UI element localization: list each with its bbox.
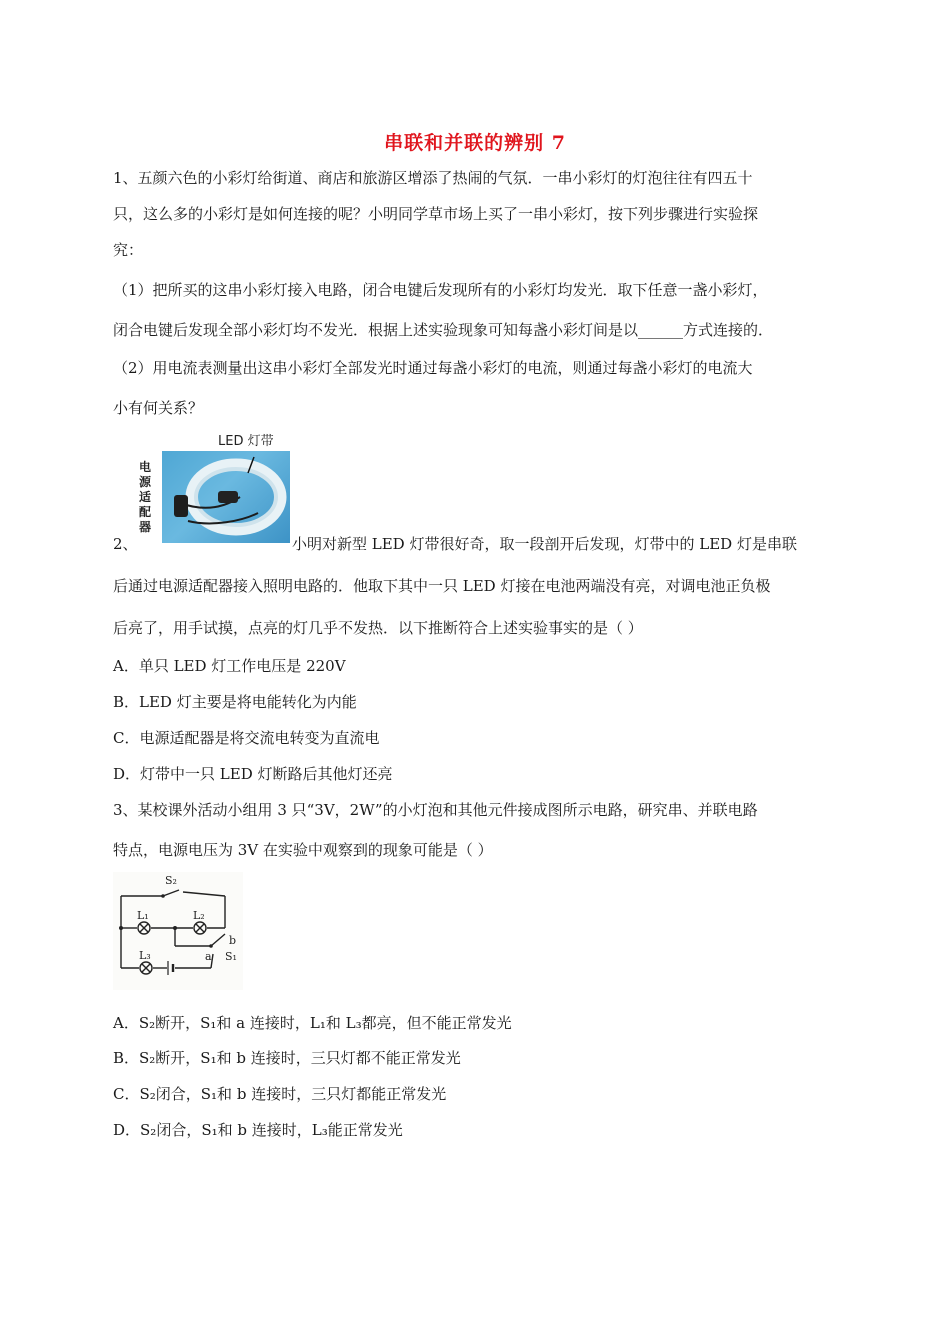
label-l1: L₁ <box>137 909 149 922</box>
q3-line-2: 特点，电源电压为 3V 在实验中观察到的现象可能是（ ） <box>113 841 493 859</box>
q2-option-d: D．灯带中一只 LED 灯断路后其他灯还亮 <box>113 765 393 783</box>
q1-line-2: 只，这么多的小彩灯是如何连接的呢？小明同学草市场上买了一串小彩灯，按下列步骤进行实验探 <box>113 205 759 223</box>
q1-line-4: （1）把所买的这串小彩灯接入电路，闭合电键后发现所有的小彩灯均发光．取下任意一盏小彩灯， <box>113 281 768 299</box>
label-s1: S₁ <box>225 950 237 963</box>
q1-line-6: （2）用电流表测量出这串小彩灯全部发光时通过每盏小彩灯的电流，则通过每盏小彩灯的电流大 <box>113 359 753 377</box>
q1-line-1: 1、五颜六色的小彩灯给街道、商店和旅游区增添了热闹的气氛．一串小彩灯的灯泡往往有四五十 <box>113 169 753 187</box>
q2-line-2: 后通过电源适配器接入照明电路的．他取下其中一只 LED 灯接在电池两端没有亮，对调电池正负极 <box>113 577 771 595</box>
label-s2: S₂ <box>165 874 177 887</box>
q3-option-b: B．S₂断开，S₁和 b 连接时，三只灯都不能正常发光 <box>113 1049 461 1067</box>
figure-label-led-strip: LED 灯带 <box>218 434 274 449</box>
circuit-diagram <box>113 872 243 990</box>
label-l3: L₃ <box>139 949 151 962</box>
led-strip-photo <box>162 451 290 543</box>
q1-line-7: 小有何关系？ <box>113 399 204 417</box>
q1-line-5: 闭合电键后发现全部小彩灯均不发光．根据上述实验现象可知每盏小彩灯间是以______方式连接的． <box>113 321 774 339</box>
q1-line-3: 究： <box>113 241 144 259</box>
q3-line-1: 3、某校课外活动小组用 3 只“3V，2W”的小灯泡和其他元件接成图所示电路，研究串、并联电路 <box>113 801 758 819</box>
q2-line-3: 后亮了，用手试摸，点亮的灯几乎不发热．以下推断符合上述实验事实的是（ ） <box>113 619 643 637</box>
circuit-svg <box>113 872 243 990</box>
q2-option-b: B．LED 灯主要是将电能转化为内能 <box>113 693 357 711</box>
q2-option-a: A．单只 LED 灯工作电压是 220V <box>113 657 346 675</box>
q2-line-1: 小明对新型 LED 灯带很好奇，取一段剖开后发现，灯带中的 LED 灯是串联 <box>292 535 797 553</box>
q2-number: 2、 <box>113 535 138 553</box>
label-l2: L₂ <box>193 909 205 922</box>
q2-option-c: C．电源适配器是将交流电转变为直流电 <box>113 729 380 747</box>
q3-option-a: A．S₂断开，S₁和 a 连接时，L₁和 L₃都亮，但不能正常发光 <box>113 1014 512 1032</box>
q3-option-d: D．S₂闭合，S₁和 b 连接时，L₃能正常发光 <box>113 1121 403 1139</box>
q3-option-c: C．S₂闭合，S₁和 b 连接时，三只灯都能正常发光 <box>113 1085 447 1103</box>
label-a: a <box>205 950 212 963</box>
figure-label-power-adapter: 电源适配器 <box>139 460 152 534</box>
led-strip-illustration <box>162 451 290 543</box>
label-b: b <box>229 934 237 947</box>
page-title: 串联和并联的辨别 7 <box>384 132 566 154</box>
